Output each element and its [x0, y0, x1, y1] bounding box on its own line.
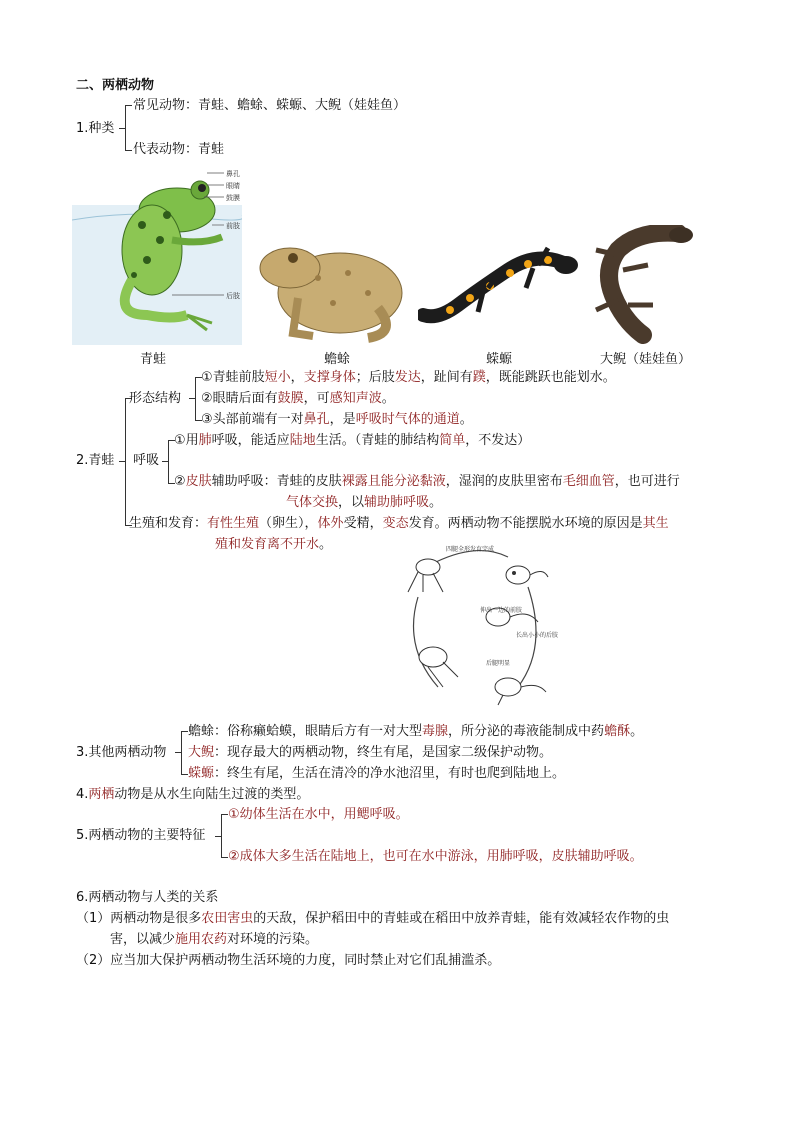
- relation-title: 6.两栖动物与人类的关系: [76, 890, 219, 905]
- others-brace: [181, 731, 182, 775]
- relation-p2: （2）应当加大保护两栖动物生活环境的力度，同时禁止对它们乱捕滥杀。: [76, 953, 501, 968]
- caption-toad: 蟾蜍: [324, 352, 351, 367]
- other-giant-salamander: 大鲵：现存最大的两栖动物，终生有尾，是国家二级保护动物。: [188, 745, 553, 760]
- frog-label-eardrum: 鼓膜: [226, 194, 240, 202]
- relation-p1-line2: 害，以减少施用农药对环境的污染。: [110, 932, 319, 947]
- repro-line-1: 生殖和发育：有性生殖（卵生），体外受精，变态发育。两栖动物不能摆脱水环境的原因是其生: [129, 516, 669, 531]
- caption-giant-salamander: 大鲵（娃娃鱼）: [600, 352, 692, 367]
- frog-life-cycle-image: [398, 537, 560, 709]
- section-title: 二、两栖动物: [76, 78, 155, 93]
- kinds-label: 1.种类: [76, 121, 115, 136]
- frog-brace: [125, 398, 126, 526]
- caption-frog: 青蛙: [140, 352, 167, 367]
- frog-label: 2.青蛙: [76, 453, 115, 468]
- kinds-brace: [125, 105, 126, 151]
- others-label: 3.其他两栖动物: [76, 745, 167, 760]
- frog-anatomy-image: [72, 165, 242, 345]
- other-salamander: 蝾螈：终生有尾，生活在清冷的净水池沼里，有时也爬到陆地上。: [188, 766, 566, 781]
- feature-2: ②成体大多生活在陆地上，也可在水中游泳，用肺呼吸，皮肤辅助呼吸。: [228, 849, 643, 864]
- frog-label-forelimb: 前肢: [226, 222, 240, 230]
- frog-label-eye: 眼睛: [226, 182, 240, 190]
- kinds-representative: 代表动物：青蛙: [133, 142, 225, 157]
- caption-salamander: 蝾螈: [486, 352, 513, 367]
- other-toad: 蟾蜍：俗称癞蛤蟆，眼睛后方有一对大型毒腺，所分泌的毒液能制成中药蟾酥。: [188, 724, 644, 739]
- breath-line-2: ②皮肤辅助呼吸：青蛙的皮肤裸露且能分泌黏液，湿润的皮肤里密布毛细血管，也可进行: [174, 474, 680, 489]
- cycle-label-1: 四腿全形发育完成: [446, 546, 495, 553]
- frog-label-hindlimb: 后肢: [226, 292, 240, 300]
- feature-1: ①幼体生活在水中，用鳃呼吸。: [228, 807, 409, 822]
- morph-line-3: ③头部前端有一对鼻孔，是呼吸时气体的通道。: [201, 412, 473, 427]
- morph-label: 形态结构: [129, 391, 182, 406]
- morph-line-2: ②眼睛后面有鼓膜，可感知声波。: [201, 391, 395, 406]
- cycle-label-2: 伸出一边的前肢: [480, 607, 523, 614]
- morph-line-1: ①青蛙前肢短小，支撑身体；后肢发达，趾间有蹼，既能跳跃也能划水。: [201, 370, 616, 385]
- frog-label-nostril: 鼻孔: [226, 170, 240, 178]
- features-label: 5.两栖动物的主要特征: [76, 828, 206, 843]
- breath-line-1: ①用肺呼吸，能适应陆地生活。（青蛙的肺结构简单，不发达）: [174, 433, 531, 448]
- toad-image: [258, 238, 410, 343]
- salamander-image: [418, 240, 578, 340]
- relation-p1-line1: （1）两栖动物是很多农田害虫的天敌，保护稻田中的青蛙或在稻田中放养青蛙，能有效减轻农作物的虫: [76, 911, 670, 926]
- item-4: 4.两栖动物是从水生向陆生过渡的类型。: [76, 787, 310, 802]
- cycle-label-3: 长出小小的后肢: [516, 632, 559, 639]
- repro-line-2: 殖和发育离不开水。: [215, 537, 333, 552]
- kinds-common: 常见动物：青蛙、蟾蜍、蝾螈、大鲵（娃娃鱼）: [133, 98, 407, 113]
- morph-brace: [195, 377, 196, 421]
- breath-label: 呼吸: [133, 453, 160, 468]
- giant-salamander-image: [588, 225, 698, 345]
- breath-brace: [168, 440, 169, 484]
- features-brace: [221, 814, 222, 858]
- breath-line-3: 气体交换，以辅助肺呼吸。: [286, 495, 443, 510]
- cycle-label-4: 后腿明显: [486, 660, 511, 667]
